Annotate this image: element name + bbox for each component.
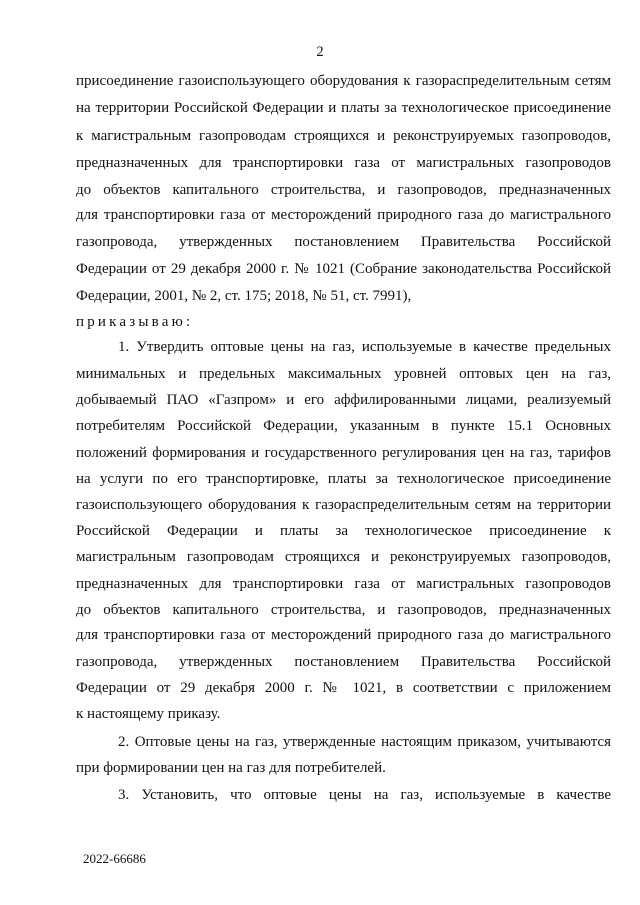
text-line: минимальных и предельных максимальных уровней оптовых цен на газ, — [76, 366, 611, 382]
text-line: газопровода, утвержденных постановлением Правительства Российской — [76, 234, 611, 250]
text-line: до объектов капитального строительства, и газопроводов, предназначенных — [76, 182, 611, 198]
text-line: предназначенных для транспортировки газа от магистральных газопроводов — [76, 155, 611, 171]
text-line: на услуги по его транспортировке, платы за технологическое присоединение — [76, 471, 611, 487]
paragraph-2-start: 2. Оптовые цены на газ, утвержденные настоящим приказом, учитываются — [118, 734, 611, 750]
text-line: газопровода, утвержденных постановлением Правительства Российской — [76, 654, 611, 670]
order-word: приказываю: — [76, 314, 194, 330]
text-line: добываемый ПАО «Газпром» и его аффилированными лицами, реализуемый — [76, 392, 611, 408]
text-line: Федерации от 29 декабря 2000 г. № 1021 (Собрание законодательства Российской — [76, 261, 611, 277]
text-line: потребителям Российской Федерации, указанным в пункте 15.1 Основных — [76, 418, 611, 434]
text-line: предназначенных для транспортировки газа от магистральных газопроводов — [76, 576, 611, 592]
text-line: Российской Федерации и платы за технологическое присоединение к — [76, 523, 611, 539]
text-line: при формировании цен на газ для потребителей. — [76, 760, 386, 776]
text-line: положений формирования и государственного регулирования цен на газ, тарифов — [76, 445, 611, 461]
text-line: газоиспользующего оборудования к газораспределительным сетям на территории — [76, 497, 611, 513]
page-number: 2 — [316, 44, 324, 60]
text-line: к магистральным газопроводам строящихся и реконструируемых газопроводов, — [76, 128, 611, 144]
paragraph-1-start: 1. Утвердить оптовые цены на газ, используемые в качестве предельных — [118, 339, 611, 355]
text-line: магистральным газопроводам строящихся и реконструируемых газопроводов, — [76, 549, 611, 565]
text-line: до объектов капитального строительства, и газопроводов, предназначенных — [76, 602, 611, 618]
text-line: Федерации от 29 декабря 2000 г. № 1021, в соответствии с приложением — [76, 680, 611, 696]
text-line: на территории Российской Федерации и платы за технологическое присоединение — [76, 100, 611, 116]
text-line: к настоящему приказу. — [76, 706, 221, 722]
text-line: присоединение газоиспользующего оборудования к газораспределительным сетям — [76, 73, 611, 89]
paragraph-3-start: 3. Установить, что оптовые цены на газ, используемые в качестве — [118, 787, 611, 803]
document-code: 2022-66686 — [83, 851, 146, 866]
text-line: для транспортировки газа от месторождений природного газа до магистрального — [76, 627, 611, 643]
text-line: для транспортировки газа от месторождений природного газа до магистрального — [76, 207, 611, 223]
text-line: Федерации, 2001, № 2, ст. 175; 2018, № 51, ст. 7991), — [76, 288, 412, 304]
